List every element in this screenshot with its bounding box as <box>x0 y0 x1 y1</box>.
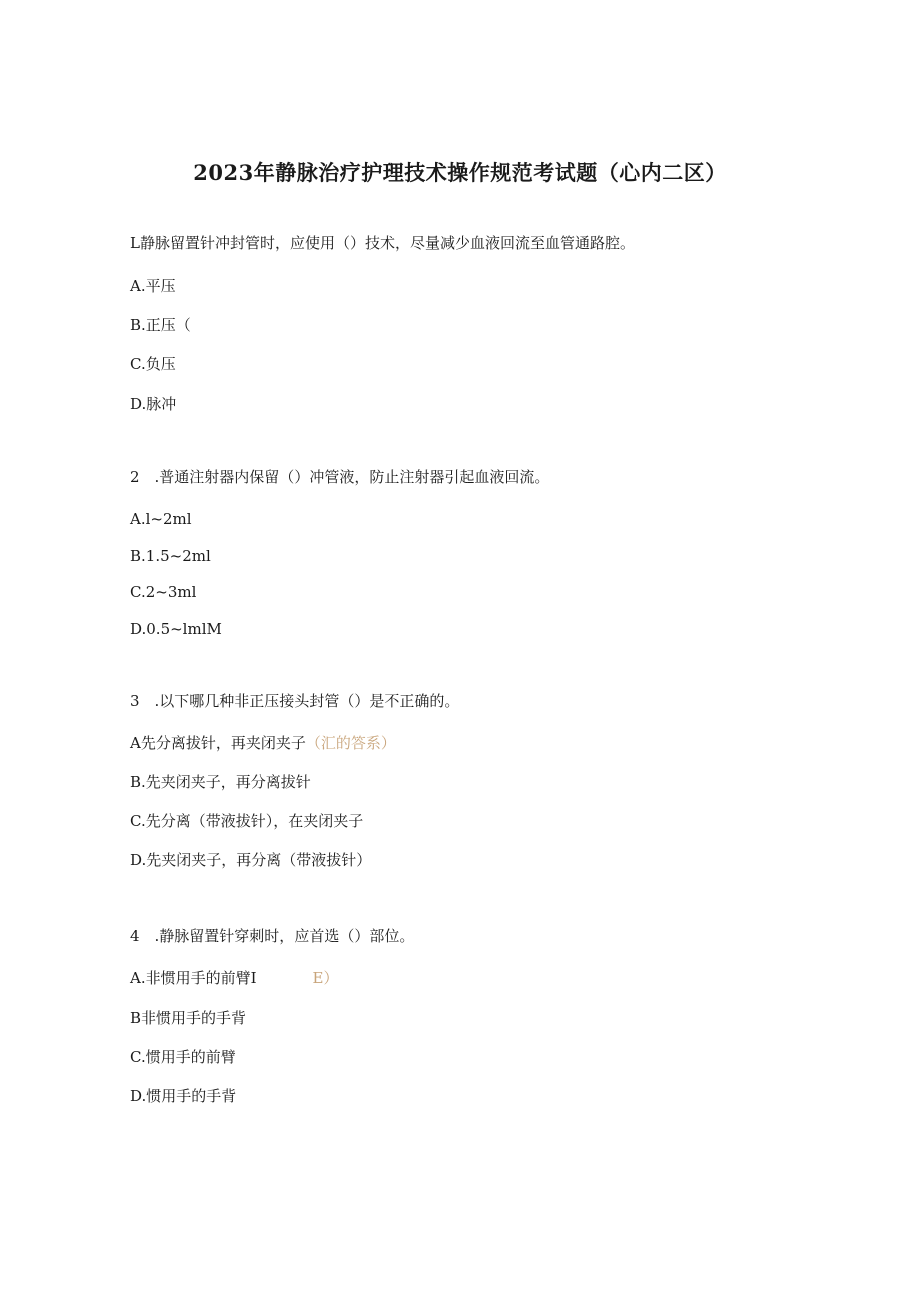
question-3-option-a <box>130 733 396 753</box>
question-3-annotation: （汇的答系） <box>305 734 396 752</box>
question-3-stem: 3 .以下哪几种非正压接头封管（）是不正确的。 <box>130 692 460 710</box>
question-4-stem: 4 .静脉留置针穿刺时，应首选（）部位。 <box>130 927 415 945</box>
question-3-option-a-text: A先分离拔针，再夹闭夹子 <box>130 734 306 752</box>
question-1-stem: L静脉留置针冲封管时，应使用（）技术，尽量减少血液回流至血管通路腔。 <box>130 234 635 252</box>
question-4-option-d: D.惯用手的手背 <box>130 1087 237 1105</box>
page-title: 2023年静脉治疗护理技术操作规范考试题（心内二区） <box>193 160 727 185</box>
question-1-option-b: B.正压（ <box>130 316 191 334</box>
question-1-option-c: C.负压 <box>130 355 176 373</box>
question-4-annotation: E） <box>312 969 339 987</box>
question-3-option-d: D.先夹闭夹子，再分离（带液拔针） <box>130 851 372 869</box>
question-2-option-a: A.l~2ml <box>130 510 192 528</box>
question-2-option-c: C.2~3ml <box>130 583 197 601</box>
question-2-option-d: D.0.5~lmlM <box>130 620 222 638</box>
question-2-option-b: B.1.5~2ml <box>130 547 211 565</box>
question-1-option-d: D.脉冲 <box>130 395 177 413</box>
question-4-option-b: B非惯用手的手背 <box>130 1009 247 1027</box>
question-3-option-b: B.先夹闭夹子，再分离拔针 <box>130 773 311 791</box>
question-4-option-a <box>130 968 338 988</box>
question-4-option-a-text: A.非惯用手的前臂I <box>130 969 257 987</box>
question-4-option-c: C.惯用手的前臂 <box>130 1048 236 1066</box>
question-2-stem: 2 .普通注射器内保留（）冲管液，防止注射器引起血液回流。 <box>130 468 550 486</box>
question-3-option-c: C.先分离（带液拔针），在夹闭夹子 <box>130 812 364 830</box>
question-1-option-a: A.平压 <box>130 277 176 295</box>
